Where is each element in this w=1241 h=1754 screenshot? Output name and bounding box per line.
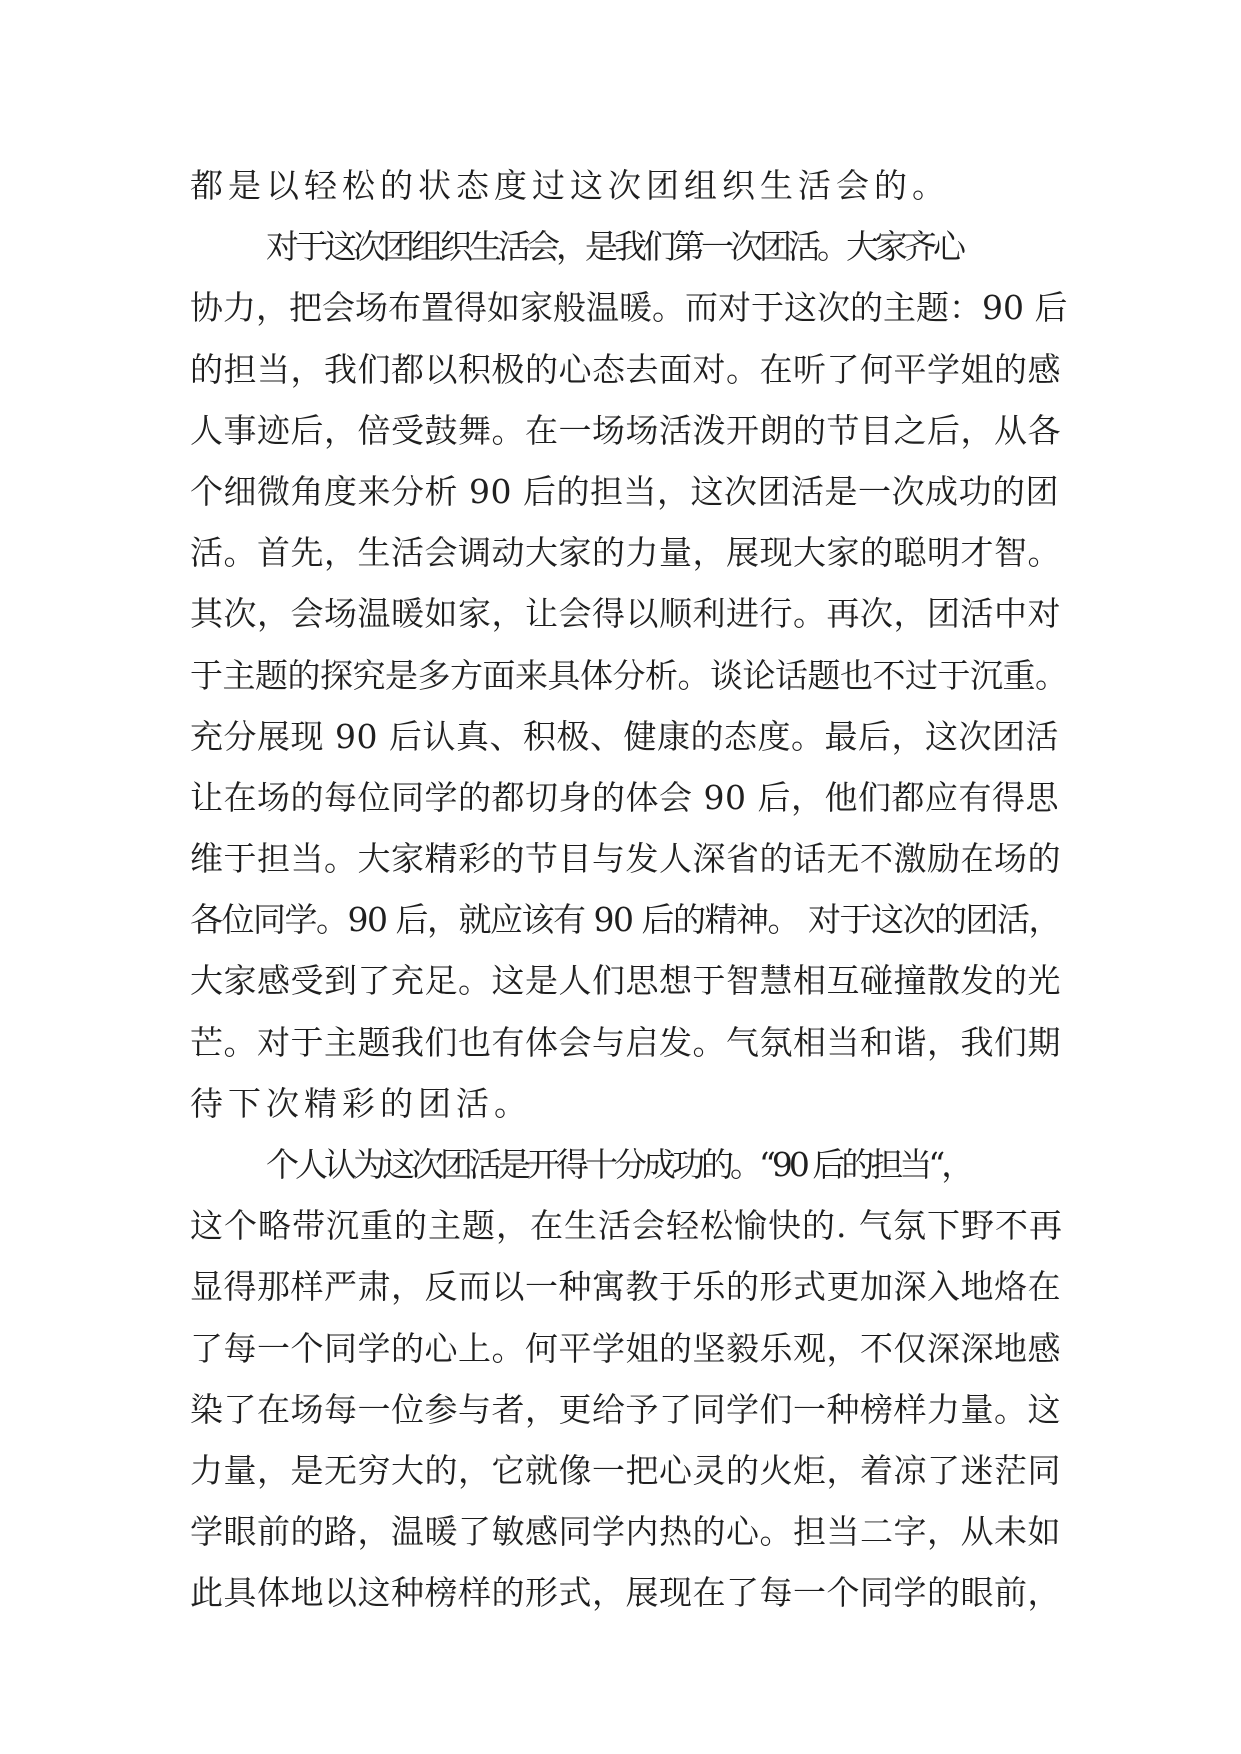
- text-line: 显得那样严肃，反而以一种寓教于乐的形式更加深入地烙在: [190, 1267, 1061, 1307]
- text-line: 都是以轻松的状态度过这次团组织生活会的。: [190, 166, 950, 205]
- text-line: 个细微角度来分析 90 后的担当，这次团活是一次成功的团: [190, 471, 1059, 511]
- text-line: 充分展现 90 后认真、积极、健康的态度。最后，这次团活: [190, 716, 1059, 756]
- text-line: 学眼前的路，温暖了敏感同学内热的心。担当二字，从未如: [190, 1512, 1061, 1552]
- text-line: 人事迹后，倍受鼓舞。在一场场活泼开朗的节目之后，从各: [190, 410, 1061, 450]
- text-line: 其次，会场温暖如家，让会得以顺利进行。再次，团活中对: [190, 594, 1061, 634]
- text-line: 这个略带沉重的主题，在生活会轻松愉快的. 气氛下野不再: [190, 1206, 1063, 1246]
- text-line: 协力，把会场布置得如家般温暖。而对于这次的主题：90 后: [190, 288, 1068, 328]
- text-line: 大家感受到了充足。这是人们思想于智慧相互碰撞散发的光: [190, 961, 1061, 1001]
- text-line: 让在场的每位同学的都切身的体会 90 后，他们都应有得思: [190, 777, 1059, 817]
- text-line: 维于担当。大家精彩的节目与发人深省的话无不激励在场的: [190, 839, 1061, 879]
- text-line: 的担当，我们都以积极的心态去面对。在听了何平学姐的感: [190, 349, 1061, 389]
- text-line: 染了在场每一位参与者，更给予了同学们一种榜样力量。这: [190, 1389, 1061, 1429]
- text-line: 此具体地以这种榜样的形式，展现在了每一个同学的眼前，: [190, 1573, 1061, 1613]
- text-line: 各位同学。90 后，就应该有 90 后的精神。 对于这次的团活，: [190, 900, 1060, 940]
- paragraph-first-line: 个人认为这次团活是开得十分成功的。“90 后的担当“，: [266, 1145, 971, 1184]
- document-body: [190, 155, 1070, 1624]
- text-line: 待下次精彩的团活。: [190, 1083, 532, 1123]
- text-line: 于主题的探究是多方面来具体分析。谈论话题也不过于沉重。: [190, 655, 1068, 695]
- text-line: 了每一个同学的心上。何平学姐的坚毅乐观，不仅深深地感: [190, 1328, 1061, 1368]
- text-line: 芒。对于主题我们也有体会与启发。气氛相当和谐，我们期: [190, 1022, 1061, 1062]
- paragraph-first-line: 对于这次团组织生活会，是我们第一次团活。大家齐心: [266, 227, 962, 267]
- text-line: 力量，是无穷大的，它就像一把心灵的火炬，着凉了迷茫同: [190, 1450, 1061, 1490]
- text-line: 活。首先，生活会调动大家的力量，展现大家的聪明才智。: [190, 533, 1061, 573]
